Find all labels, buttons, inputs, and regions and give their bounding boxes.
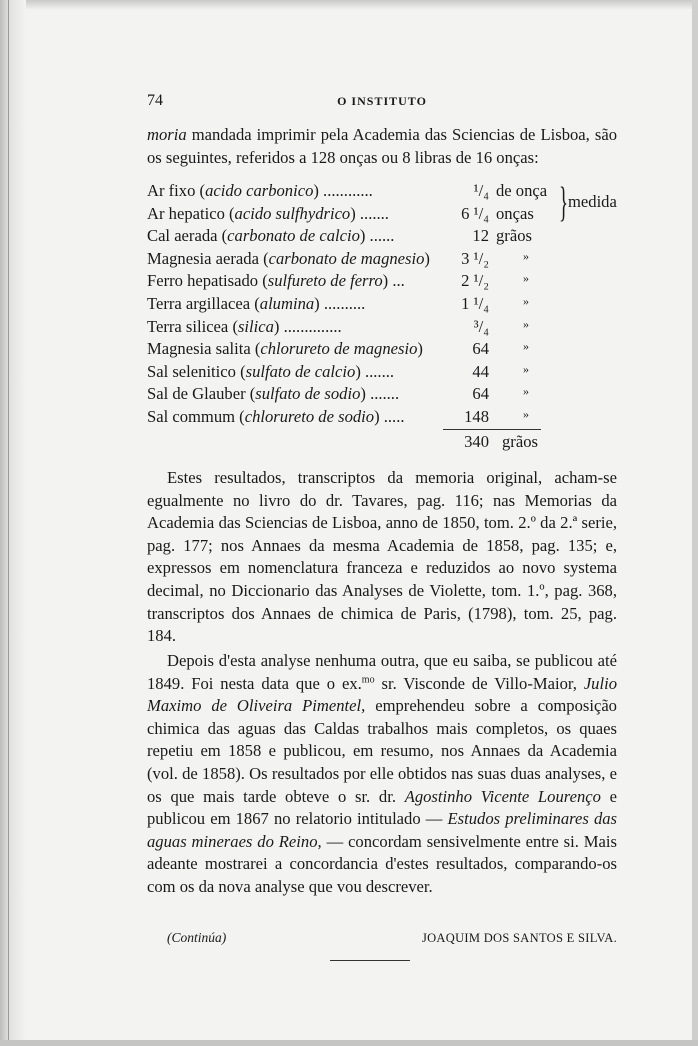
p2-part2: sr. Visconde de Villo-Maior, <box>374 673 584 693</box>
p2-part3: emprehendeu sobre a composição chimica das aguas das Caldas trabalhos mais completos, os quaes repetiu em 1858 e publicou, em resumo, nos Annaes da Academia (vol. de 1858). Os resultados por elle obtidos nas suas duas analyses, e os que mais tarde obteve o sr. dr. <box>147 696 617 806</box>
intro-text: mandada imprimir pela Academia das Sciencias de Lisboa, são os seguintes, referidos a 128 onças ou 8 libras de 16 onças: <box>147 125 617 167</box>
brace-label: medida <box>568 192 617 211</box>
table-row <box>147 317 617 339</box>
author-signature: JOAQUIM DOS SANTOS E SILVA. <box>421 931 617 945</box>
substance-name: Magnesia aerada (carbonato de magnesio) <box>147 248 430 268</box>
substance-value: 3 ¹/₂ <box>461 248 489 268</box>
substance-unit: grãos <box>496 226 532 246</box>
p2-part5: — concordam sensivelmente entre si. Mais adeante mostrarei a concordancia d'estes resultados, comparando-os com os da nova analyse que vou descrever. <box>147 831 617 896</box>
end-rule <box>330 960 410 961</box>
page-binding-gutter <box>0 0 26 1046</box>
intro-italic-word: moria <box>147 125 187 144</box>
substance-name: Ferro hepatisado (sulfureto de ferro) ... <box>147 271 405 291</box>
table-row <box>147 226 617 248</box>
paragraph-sources-text: Estes resultados, transcriptos da memoria original, acham-se egualmente no livro do dr. Tavares, pag. 116; nas Memorias da Academia das Sciencias de Lisboa, anno de 1850, tom. 2.º da 2.ª serie, pag. 177; nos Annaes da mesma Academia de 1858, pag. 135; e, expressos em nomenclatura franceza e reduzidos ao novo systema decimal, no Diccionario das Analyses de Violette, tom. 1.º, pag. 368, transcriptos dos Annaes de chimica de Paris, (1798), tom. 25, pag. 184. <box>147 468 617 646</box>
total-unit: grãos <box>502 432 538 451</box>
ditto-mark: » <box>523 361 529 376</box>
substance-name: Ar hepatico (acido sulfhydrico) ....... <box>147 203 389 223</box>
ditto-mark: » <box>523 248 529 263</box>
ditto-mark: » <box>523 294 529 308</box>
p2-part1: Depois d'esta analyse nenhuma outra, que eu saiba, se publicou até 1849. Foi nesta data que o ex. <box>147 651 617 693</box>
page-number: 74 <box>147 92 163 109</box>
page-top-edge <box>0 0 698 10</box>
substance-value: 6 ¹/₄ <box>461 203 489 223</box>
substance-value: ¹/₄ <box>473 181 489 200</box>
substance-value: 64 <box>472 384 489 404</box>
p2-report-title: Estudos preliminares das aguas mineraes do Reino, <box>147 809 617 851</box>
substance-name: Cal aerada (carbonato de calcio) ...... <box>147 226 395 246</box>
table-row <box>147 384 617 406</box>
table-row <box>147 249 617 271</box>
p2-part4: e publicou em 1867 no relatorio intitulado — <box>147 786 617 829</box>
substance-value: ³/₄ <box>473 316 489 336</box>
ditto-mark: » <box>523 271 529 286</box>
substance-unit: de onça <box>496 181 548 200</box>
page-right-edge <box>692 0 698 1046</box>
substance-name: Magnesia salita (chlorureto de magnesio) <box>147 339 423 359</box>
running-header <box>147 92 617 112</box>
table-row <box>147 271 617 293</box>
p2-sup: mo <box>361 674 375 686</box>
table-row <box>147 407 617 429</box>
paragraph-later-analyses <box>147 650 617 899</box>
ditto-mark: » <box>523 339 529 354</box>
journal-title: O INSTITUTO <box>337 94 427 108</box>
substance-value: 148 <box>464 407 489 426</box>
substance-name: Sal selenitico (sulfato de calcio) ....... <box>147 361 395 381</box>
substance-name: Sal de Glauber (sulfato de sodio) ....... <box>147 384 400 404</box>
substance-name: Ar fixo (acido carbonico) ............ <box>147 181 373 200</box>
substance-value: 44 <box>472 361 489 381</box>
ditto-mark: » <box>523 384 529 399</box>
paragraph-sources <box>147 467 617 648</box>
table-row <box>147 294 617 316</box>
p2-name-lourenco: Agostinho Vicente Lourenço <box>404 786 601 806</box>
ditto-mark: » <box>523 407 529 421</box>
p2-name-pimentel: Julio Maximo de Oliveira Pimentel, <box>147 673 617 716</box>
substance-name: Sal commum (chlorureto de sodio) ..... <box>147 407 405 426</box>
intro-paragraph <box>147 124 617 169</box>
substance-value: 1 ¹/₄ <box>461 294 489 313</box>
table-row <box>147 181 617 203</box>
substance-unit: onças <box>496 203 534 223</box>
substance-value: 12 <box>472 226 489 246</box>
table-row <box>147 339 617 361</box>
substance-name: Terra argillacea (alumina) .......... <box>147 294 366 313</box>
substance-value: 64 <box>472 339 489 359</box>
sum-rule <box>443 429 541 430</box>
article-footer <box>147 930 617 950</box>
page-bottom-edge <box>0 1040 698 1046</box>
brace-symbol: } <box>559 180 569 226</box>
substance-value: 2 ¹/₂ <box>461 271 489 291</box>
substance-name: Terra silicea (silica) .............. <box>147 316 342 336</box>
table-row <box>147 362 617 384</box>
ditto-mark: » <box>523 316 529 331</box>
total-value: 340 <box>464 432 489 451</box>
table-row <box>147 204 617 226</box>
continues-note: (Continúa) <box>167 930 227 945</box>
